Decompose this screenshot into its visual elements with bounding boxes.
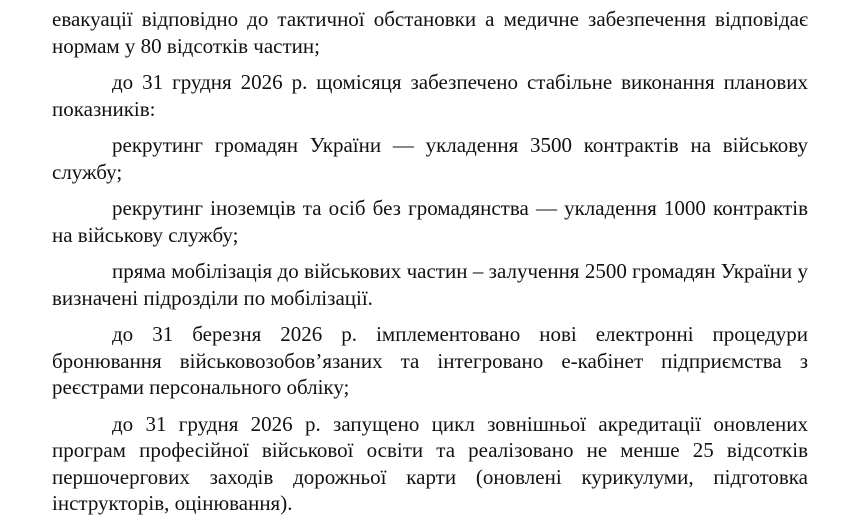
paragraph-evacuation-medical: евакуації відповідно до тактичної обстановки а медичне забезпечення відповідає нормам у 80 відсотків частин;	[52, 7, 808, 58]
paragraph-planned-indicators: до 31 грудня 2026 р. щомісяця забезпечено стабільне виконання планових показників:	[52, 70, 808, 121]
paragraph-recruiting-citizens: рекрутинг громадян України — укладення 3500 контрактів на військову службу;	[52, 133, 808, 184]
paragraph-recruiting-foreigners: рекрутинг іноземців та осіб без громадянства — укладення 1000 контрактів на військову службу;	[52, 196, 808, 247]
document-page	[52, 0, 808, 517]
paragraph-accreditation-cycle: до 31 грудня 2026 р. запущено цикл зовнішньої акредитації оновлених програм професійної військової освіти та реалізовано не менше 25 відсотків першочергових заходів дорожньої карти (оновлені курикулуми, підготовка інструкторів, оцінювання).	[52, 411, 808, 515]
paragraph-direct-mobilization: пряма мобілізація до військових частин – залучення 2500 громадян України у визначені підрозділи по мобілізації.	[52, 259, 808, 310]
paragraph-electronic-procedures: до 31 березня 2026 р. імплементовано нові електронні процедури бронювання військовозобов’язаних та інтегровано е-кабінет підприємства з реєстрами персонального обліку;	[52, 322, 808, 399]
